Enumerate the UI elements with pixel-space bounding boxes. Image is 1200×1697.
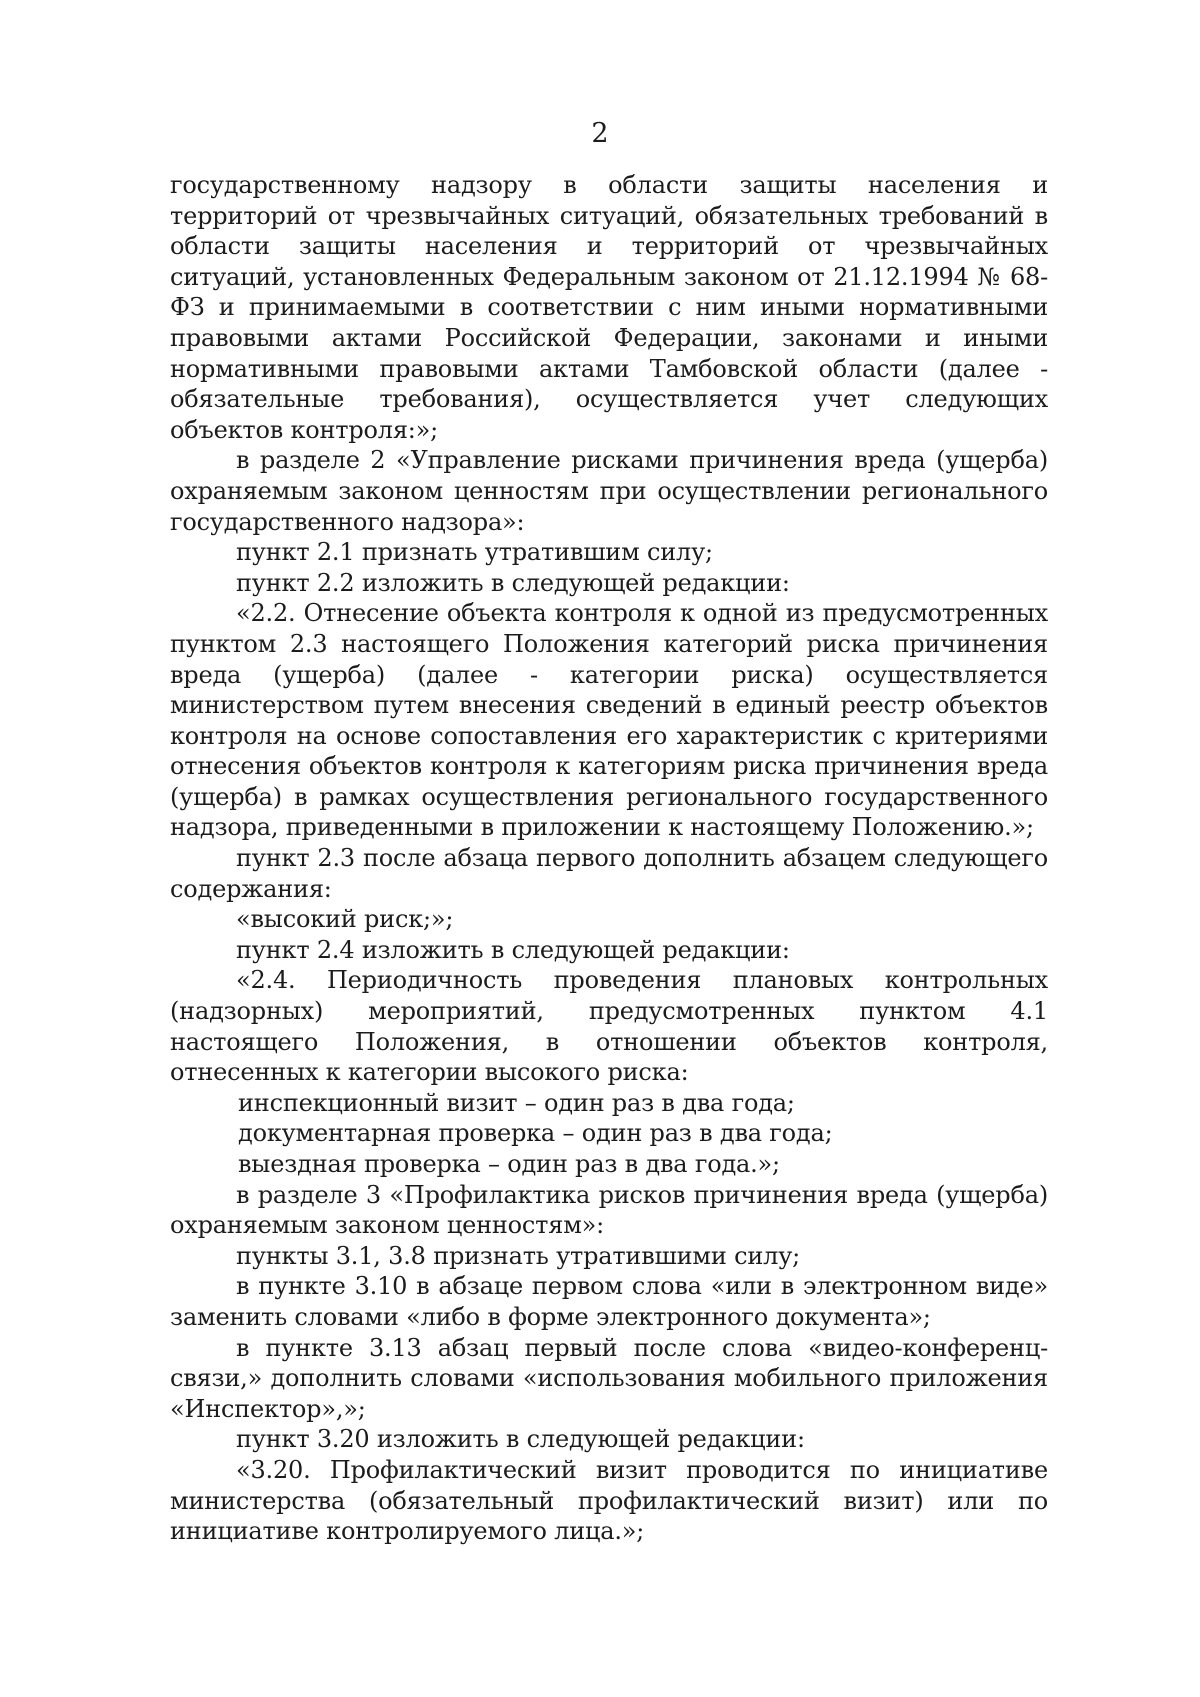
paragraph-high-risk: «высокий риск;»; [236, 905, 454, 934]
paragraph-item-3-20-intro: пункт 3.20 изложить в следующей редакции: [236, 1425, 805, 1454]
document-body [170, 170, 1048, 1547]
paragraph-item-3-20-text: «3.20. Профилактический визит проводится по инициативе министерства (обязательный профилактический визит) или по инициативе контролируемого лица.»; [170, 1455, 1048, 1546]
paragraph-section-3: в разделе 3 «Профилактика рисков причинения вреда (ущерба) охраняемым законом ценностям»: [170, 1180, 1048, 1240]
list-item-field-check: выездная проверка – один раз в два года.»; [238, 1150, 780, 1178]
page-number: 2 [591, 118, 609, 149]
paragraph-items-3-1-3-8: пункты 3.1, 3.8 признать утратившими силу; [236, 1241, 801, 1270]
paragraph-item-2-2-intro: пункт 2.2 изложить в следующей редакции: [236, 568, 790, 597]
paragraph-continuation: государственному надзору в области защиты населения и территорий от чрезвычайных ситуаций, обязательных требований в области защиты населения и территорий от чрезвычайных ситуаций, установленных Федеральным законом от 21.12.1994 № 68-ФЗ и принимаемыми в соответствии с ним иными нормативными правовыми актами Российской Федерации, законами и иными нормативными правовыми актами Тамбовской области (далее - обязательные требования), осуществляется учет следующих объектов контроля:»; [170, 171, 1048, 444]
paragraph-item-3-10: в пункте 3.10 в абзаце первом слова «или в электронном виде» заменить словами «либо в форме электронного документа»; [170, 1272, 1048, 1331]
paragraph-item-2-4-text: «2.4. Периодичность проведения плановых контрольных (надзорных) мероприятий, предусмотренных пунктом 4.1 настоящего Положения, в отношении объектов контроля, отнесенных к категории высокого риска: [170, 966, 1048, 1087]
paragraph-section-2: в разделе 2 «Управление рисками причинения вреда (ущерба) охраняемым законом ценностям при осуществлении регионального государственного надзора»: [170, 446, 1048, 536]
list-item-document-check: документарная проверка – один раз в два года; [238, 1119, 833, 1148]
paragraph-item-3-13: в пункте 3.13 абзац первый после слова «видео-конференц-связи,» дополнить словами «использования мобильного приложения «Инспектор»,»; [170, 1333, 1048, 1423]
paragraph-item-2-3: пункт 2.3 после абзаца первого дополнить абзацем следующего содержания: [170, 844, 1048, 903]
paragraph-item-2-4-intro: пункт 2.4 изложить в следующей редакции: [236, 935, 790, 964]
paragraph-item-2-1: пункт 2.1 признать утратившим силу; [236, 538, 713, 567]
paragraph-item-2-2-text: «2.2. Отнесение объекта контроля к одной из предусмотренных пунктом 2.3 настоящего Положения категорий риска причинения вреда (ущерба) (далее - категории риска) осуществляется министерством путем внесения сведений в единый реестр объектов контроля на основе сопоставления его характеристик с критериями отнесения объектов контроля к категориям риска причинения вреда (ущерба) в рамках осуществления регионального государственного надзора, приведенными в приложении к настоящему Положению.»; [170, 599, 1048, 842]
list-item-inspection-visit: инспекционный визит – один раз в два года; [238, 1088, 795, 1117]
